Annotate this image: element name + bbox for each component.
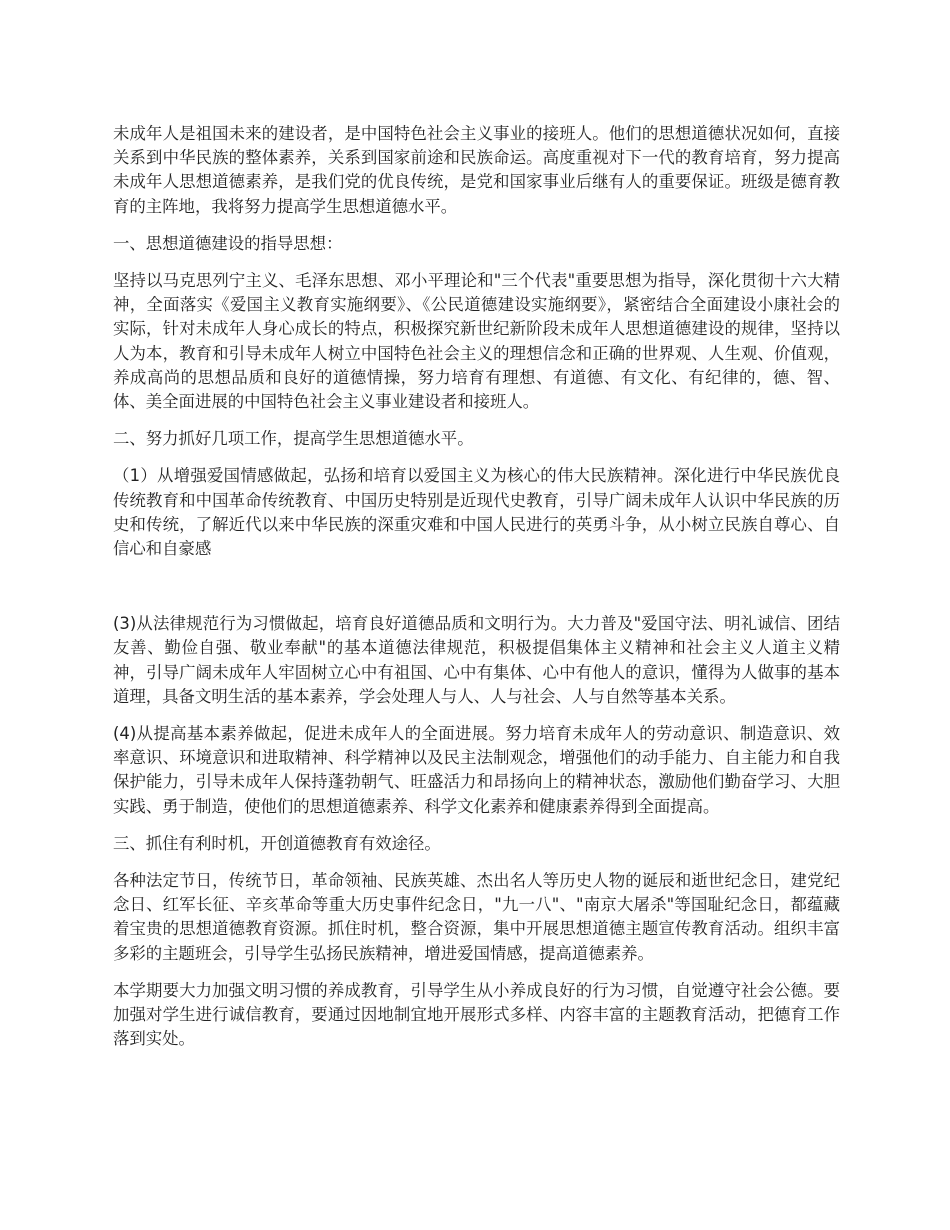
- task-item-1-paragraph: （1）从增强爱国情感做起，弘扬和培育以爱国主义为核心的伟大民族精神。深化进行中华民族优良传统教育和中国革命传统教育、中国历史特别是近现代史教育，引导广阔未成年人认识中华民族的历史和传统，了解近代以来中华民族的深重灾难和中国人民进行的英勇斗争，从小树立民族自尊心、自信心和自豪感: [113, 466, 840, 559]
- intro-paragraph: 未成年人是祖国未来的建设者，是中国特色社会主义事业的接班人。他们的思想道德状况如何，直接关系到中华民族的整体素养，关系到国家前途和民族命运。高度重视对下一代的教育培育，努力提高未成年人思想道德素养，是我们党的优良传统，是党和国家事业后继有人的重要保证。班级是德育教育的主阵地，我将努力提高学生思想道德水平。: [113, 124, 840, 216]
- task-item-4-paragraph: (4)从提高基本素养做起，促进未成年人的全面进展。努力培育未成年人的劳动意识、制造意识、效率意识、环境意识和进取精神、科学精神以及民主法制观念，增强他们的动手能力、自主能力和自我保护能力，引导未成年人保持蓬勃朝气、旺盛活力和昂扬向上的精神状态，激励他们勤奋学习、大胆实践、勇于制造，使他们的思想道德素养、科学文化素养和健康素养得到全面提高。: [113, 724, 840, 816]
- section-heading-guiding-ideology: 一、思想道德建设的指导思想：: [113, 233, 343, 253]
- guiding-ideology-paragraph: 坚持以马克思列宁主义、毛泽东思想、邓小平理论和"三个代表"重要思想为指导，深化贯彻十六大精神，全面落实《爱国主义教育实施纲要》、《公民道德建设实施纲要》，紧密结合全面建设小康社会的实际，针对未成年人身心成长的特点，积极探究新世纪新阶段未成年人思想道德建设的规律，坚持以人为本，教育和引导未成年人树立中国特色社会主义的理想信念和正确的世界观、人生观、价值观，养成高尚的思想品质和良好的道德情操，努力培育有理想、有道德、有文化、有纪律的，德、智、体、美全面进展的中国特色社会主义事业建设者和接班人。: [113, 271, 840, 412]
- section-heading-opportunities: 三、抓住有利时机，开创道德教育有效途径。: [113, 833, 441, 853]
- document-page: [113, 122, 840, 1065]
- closing-paragraph: 本学期要大力加强文明习惯的养成教育，引导学生从小养成良好的行为习惯，自觉遵守社会公德。要加强对学生进行诚信教育，要通过因地制宜地开展形式多样、内容丰富的主题教育活动，把德育工作落到实处。: [113, 980, 840, 1049]
- opportunities-paragraph: 各种法定节日，传统节日，革命领袖、民族英雄、杰出名人等历史人物的诞辰和逝世纪念日，建党纪念日、红军长征、辛亥革命等重大历史事件纪念日，"九一八"、"南京大屠杀"等国耻纪念日，都蕴藏着宝贵的思想道德教育资源。抓住时机，整合资源，集中开展思想道德主题宣传教育活动。组织丰富多彩的主题班会，引导学生弘扬民族精神，增进爱国情感，提高道德素养。: [113, 871, 840, 963]
- section-heading-key-tasks: 二、努力抓好几项工作，提高学生思想道德水平。: [113, 429, 474, 449]
- blank-gap: [113, 574, 840, 612]
- task-item-3-paragraph: (3)从法律规范行为习惯做起，培育良好道德品质和文明行为。大力普及"爱国守法、明礼诚信、团结友善、勤俭自强、敬业奉献"的基本道德法律规范，积极提倡集体主义精神和社会主义人道主义精神，引导广阔未成年人牢固树立心中有祖国、心中有集体、心中有他人的意识，懂得为人做事的基本道理，具备文明生活的基本素养，学会处理人与人、人与社会、人与自然等基本关系。: [113, 614, 840, 706]
